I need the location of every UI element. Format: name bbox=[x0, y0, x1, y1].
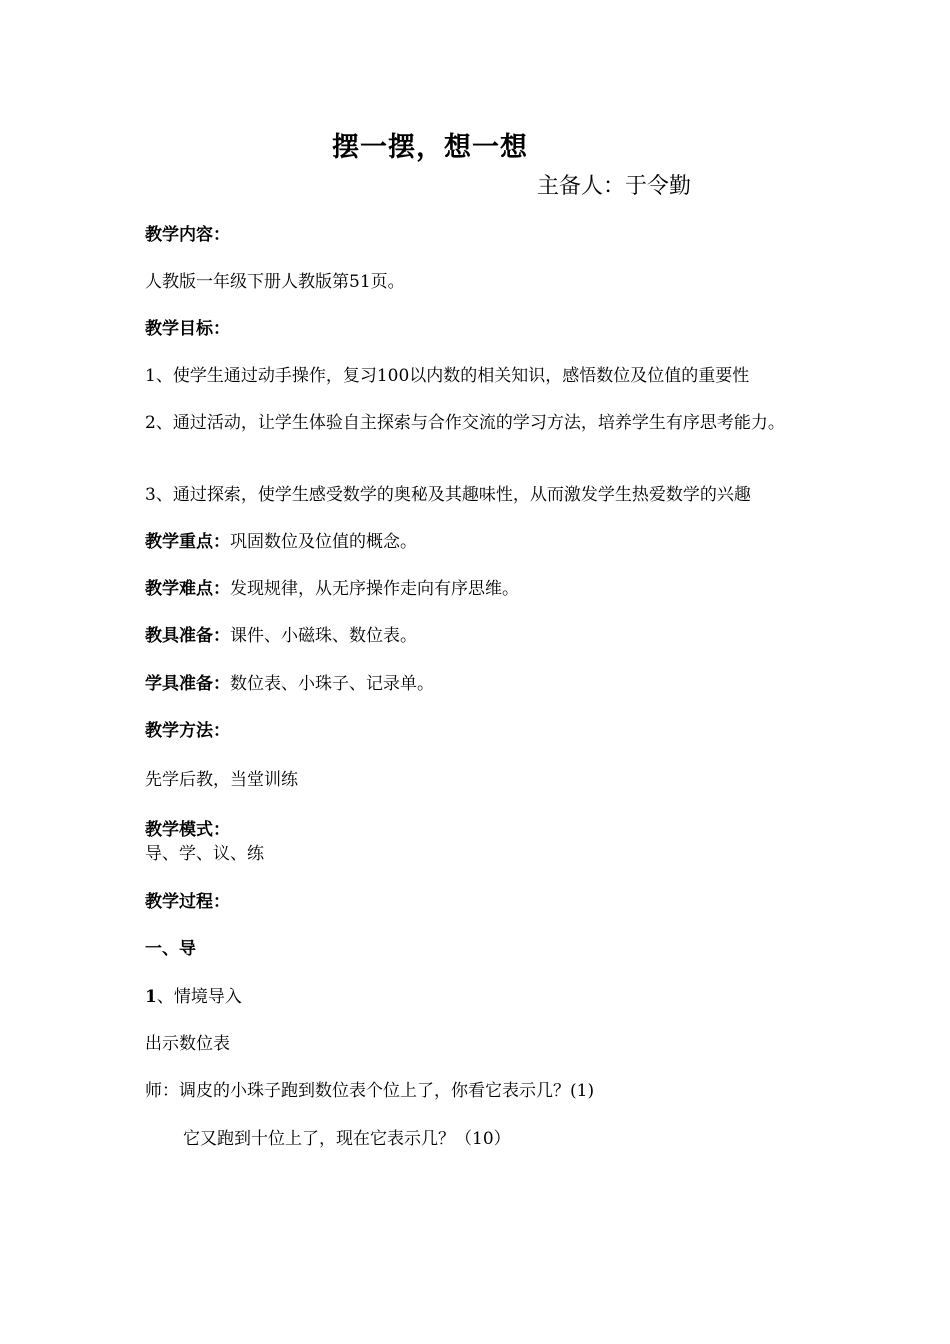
page-title: 摆一摆，想一想 bbox=[332, 132, 528, 163]
step-heading-1 bbox=[145, 984, 242, 1010]
process-label: 教学过程： bbox=[145, 892, 230, 912]
difficulty-text: 发现规律，从无序操作走向有序思维。 bbox=[230, 579, 519, 599]
author-line: 主备人：于令勤 bbox=[537, 174, 692, 199]
content-label: 教学内容： bbox=[145, 225, 230, 245]
difficulty-line bbox=[145, 576, 519, 602]
section-heading-1: 一、导 bbox=[145, 939, 196, 959]
goal-item-3: 3、通过探索，使学生感受数学的奥秘及其趣味性，从而激发学生热爱数学的兴趣 bbox=[145, 485, 751, 505]
mode-text: 导、学、议、练 bbox=[145, 844, 264, 864]
goal-item-2: 2、通过活动，让学生体验自主探索与合作交流的学习方法，培养学生有序思考能力。 bbox=[145, 413, 785, 433]
difficulty-label: 教学难点： bbox=[145, 579, 230, 599]
focus-line bbox=[145, 529, 417, 555]
goals-label: 教学目标： bbox=[145, 319, 230, 339]
content-text: 人教版一年级下册人教版第51页。 bbox=[145, 272, 405, 292]
teacher-line-1: 师：调皮的小珠子跑到数位表个位上了，你看它表示几？(1) bbox=[145, 1081, 595, 1101]
goal-item-1: 1、使学生通过动手操作，复习100以内数的相关知识，感悟数位及位值的重要性 bbox=[145, 366, 750, 386]
focus-text: 巩固数位及位值的概念。 bbox=[230, 532, 417, 552]
method-label: 教学方法： bbox=[145, 721, 230, 741]
teacher-tools-line bbox=[145, 623, 417, 649]
student-tools-text: 数位表、小珠子、记录单。 bbox=[230, 674, 434, 694]
method-text: 先学后教，当堂训练 bbox=[145, 770, 298, 790]
step-text: 、情境导入 bbox=[156, 987, 242, 1007]
teacher-tools-text: 课件、小磁珠、数位表。 bbox=[230, 626, 417, 646]
teacher-line-2: 它又跑到十位上了，现在它表示几？（10） bbox=[183, 1129, 511, 1149]
student-tools-label: 学具准备： bbox=[145, 674, 230, 694]
mode-label: 教学模式： bbox=[145, 820, 230, 840]
show-table-line: 出示数位表 bbox=[145, 1034, 230, 1054]
step-number: 1 bbox=[145, 987, 157, 1007]
teacher-tools-label: 教具准备： bbox=[145, 626, 230, 646]
focus-label: 教学重点： bbox=[145, 532, 230, 552]
student-tools-line bbox=[145, 671, 434, 697]
